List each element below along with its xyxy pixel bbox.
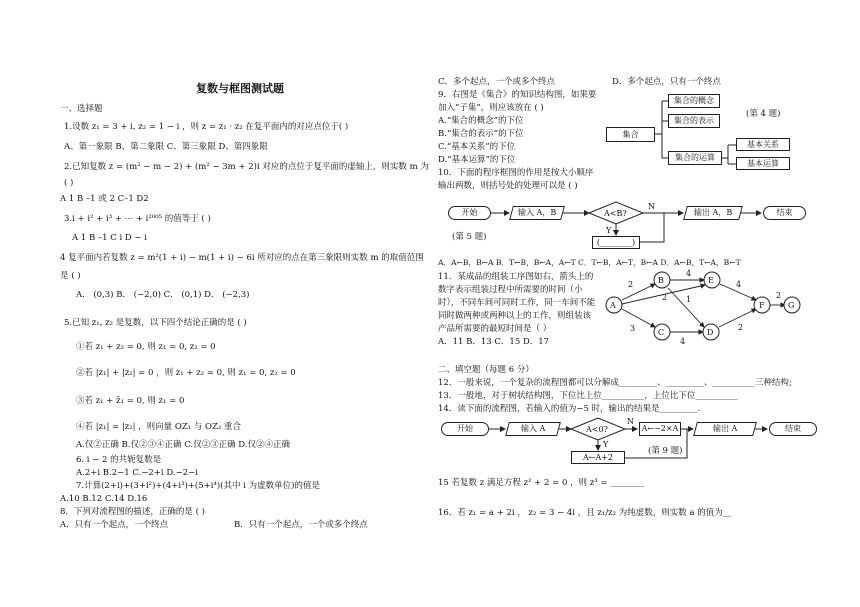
question-8-option-b: B．只有一个起点，一个或多个终点 [234,520,368,530]
question-1-options: A、第一象限 B、第二象限 C、第三象限 D、第四象限 [64,142,268,152]
question-5-options: A.仅②正确 B.仅②③④正确 C.仅②③正确 D.仅②④正确 [76,440,291,450]
flow9-input [505,422,561,436]
question-11-options: A．11 B．13 C．15 D．17 [438,337,550,347]
question-9-line-2: 加入“子集”，则应该放在 ( ) [438,103,544,113]
tree-node-basic-operation: 基本运算 [736,157,790,170]
question-9-line-1: 9．右图是《集合》的知识结构图，如果要 [438,90,597,100]
question-14: 14．读下面的流程图，若输入的值为−5 时，输出的结果是_________. [438,404,701,414]
question-16: 16．若 z₁ = a + 2i ， z₂ = 3 − 4i ，且 z₁/z₂ 为纯虚数，则实数 a 的值为__ [438,508,732,518]
question-11-line-3: 时），不同车间可同时工作，同一车间不能 [438,298,596,308]
question-6: 6. i − 2 的共轭复数是 [76,455,162,465]
flow5-start: 开始 [448,206,491,220]
graph-weight-ab: 2 [628,280,634,289]
question-3-options: A 1 B –1 C i D − i [72,233,147,243]
tree-node-basic-relation: 基本关系 [736,138,790,151]
question-8-option-a: A．只有一个起点，一个终点 [60,520,169,530]
graph-node-f-label: F [759,301,765,310]
graph-node-e-label: E [708,276,714,285]
question-4: 4 复平面内若复数 z = m²(1 + i) − m(1 + i) − 6i 所对应的点在第三象限则实数 m 的取值范围 [60,253,424,263]
section-choice-heading: 一、选择题 [60,104,103,114]
question-11-line-1: 11．某成品的组装工序图如右，箭头上的 [438,272,594,282]
question-1: 1.设数 z₁ = 3 + i, z₂ = 1 − i ，则 z = z₁ · z₂ 在复平面内的对应点位于( ) [64,122,349,132]
question-2-options: A 1 B –1 或 2 C–1 D2 [60,194,149,204]
question-2-paren: ( ) [64,178,74,188]
flow9-start: 开始 [441,422,489,436]
question-8: 8．下列对流程图的描述，正确的是 ( ) [60,507,205,517]
flow5-condition-text: A<B? [604,209,627,218]
question-8-option-d: D．多个起点，只有一个终点 [612,77,721,87]
question-4-paren: 是 ( ) [60,271,81,281]
graph-weight-ac: 3 [630,324,636,333]
question-9-option-c: C.“基本关系”的下位 [438,142,516,152]
flow9-input-text: 输入 A [520,424,546,433]
question-8-option-c: C．多个起点，一个或多个终点 [438,77,556,87]
graph-node-a-label: A [610,301,616,310]
question-5-statement-1: ①若 z₁ + z₂ = 0, 则 z₁ = 0, z₂ = 0 [76,342,216,352]
question-15: 15 若复数 z 满足方程 z² + 2 = 0 ，则 z³ = ________ [438,478,645,488]
question-7-options: A.10 B.12 C.14 D.16 [60,494,148,504]
question-11-line-2: 数字表示组装过程中所需要的时间（小 [438,285,583,295]
section-fill-heading: 二、填空题（每题 6 分） [438,365,534,375]
tree-node-operation: 集合的运算 [668,151,722,165]
graph-weight-be: 4 [686,269,692,278]
graph-weight-fg: 2 [776,291,782,300]
question-10-line-1: 10．下面的程序框图的作用是按大小顺序 [438,168,594,178]
flow9-no-label: N [627,417,634,426]
question-7: 7.计算(2+i)+(3+i²)+(4+i³)+(5+i⁴)(其中 i 为虚数单位)的值是 [76,481,320,491]
graph-node-d-label: D [707,328,714,337]
flow5-caption: (第 5 题) [452,232,487,242]
flow9-end: 结束 [769,422,817,436]
tree-caption: (第 4 题) [746,109,781,119]
flow5-blank-box: (________) [592,236,640,249]
question-9-option-a: A.“集合的概念”的下位 [438,116,524,126]
flow5-output-text: 输出 A，B [693,208,733,217]
question-5: 5.已知 z₁, z₂ 是复数，以下四个结论正确的是 ( ) [64,318,247,328]
question-4-options: A． (0,3) B． (−2,0) C． (0,1) D． (−2,3) [76,290,250,300]
graph-node-g-label: G [788,301,795,310]
graph-weight-cd: 4 [680,337,686,346]
graph-node-b-label: B [658,276,664,285]
flow9-caption: (第 9 题) [648,446,683,456]
question-3: 3.i + i² + i³ + ⋯ + i²⁰⁰⁵ 的值等于 ( ) [64,214,211,224]
flow9-output [693,422,757,436]
flow9-calc-1: A←−2×A [639,422,681,436]
question-11-line-5: 产品所需要的最短时间是（ ） [438,324,552,334]
graph-node-c-label: C [658,328,665,337]
flow9-output-text: 输出 A [712,424,738,433]
flow5-yes-label: Y [606,226,612,235]
graph-weight-bd: 1 [686,295,692,304]
graph-weight-df: 2 [738,323,744,332]
flow9-condition-text: A<0? [586,425,608,434]
question-5-statement-4: ④若 |z₁| = |z₂| ，则向量 OZ₁ 与 OZ₂ 重合 [76,422,242,432]
tree-node-representation: 集合的表示 [668,114,720,128]
graph-weight-ae: 2 [662,293,668,302]
graph-weight-ef: 4 [736,280,742,289]
question-2: 2.已知复数 z = (m² − m − 2) + (m² − 3m + 2)i 对应的点位于复平面的虚轴上，则实数 m 为 [64,162,429,172]
tree-root-box: 集合 [606,127,655,142]
question-10-options: A．A←B，B←A B．T←B，B←A，A←T C．T←B，A←T，B←A D．A←B，T←A，B←T [438,258,741,267]
question-5-statement-2: ②若 |z₁| + |z₂| = 0 ，则 z₁ + z₂ = 0, 则 z₁ = 0, z₂ = 0 [76,368,296,378]
page-title: 复数与框图测试题 [196,82,284,95]
flow5-end: 结束 [763,206,806,220]
question-12: 12．一般来说，一个复杂的流程图都可以分解成_________、_________、__________三种结构; [438,378,792,388]
tree-node-concept: 集合的概念 [668,94,720,108]
question-9-option-d: D.“基本运算”的下位 [438,155,516,165]
question-10-line-2: 输出两数，则括号处的处理可以是 ( ) [438,181,578,191]
question-13: 13．一般地，对于树状结构图，下位比上位__________，上位比下位__________ [438,391,738,401]
question-5-statement-3: ③若 z₁ + z̄₁ = 0, 则 z₁ = 0 [76,396,185,406]
flow5-no-label: N [648,202,655,211]
flow9-calc-2: A←A+2 [571,451,625,464]
question-6-options: A.2+i B.2−1 C.−2+i D.−2−i [76,468,198,478]
question-11-line-4: 同时做两种或两种以上的工作，则组装该 [438,311,592,321]
flow9-yes-label: Y [603,440,609,449]
question-9-option-b: B.“集合的表示”的下位 [438,129,524,139]
flow5-input-text: 输入 A，B [517,208,557,217]
